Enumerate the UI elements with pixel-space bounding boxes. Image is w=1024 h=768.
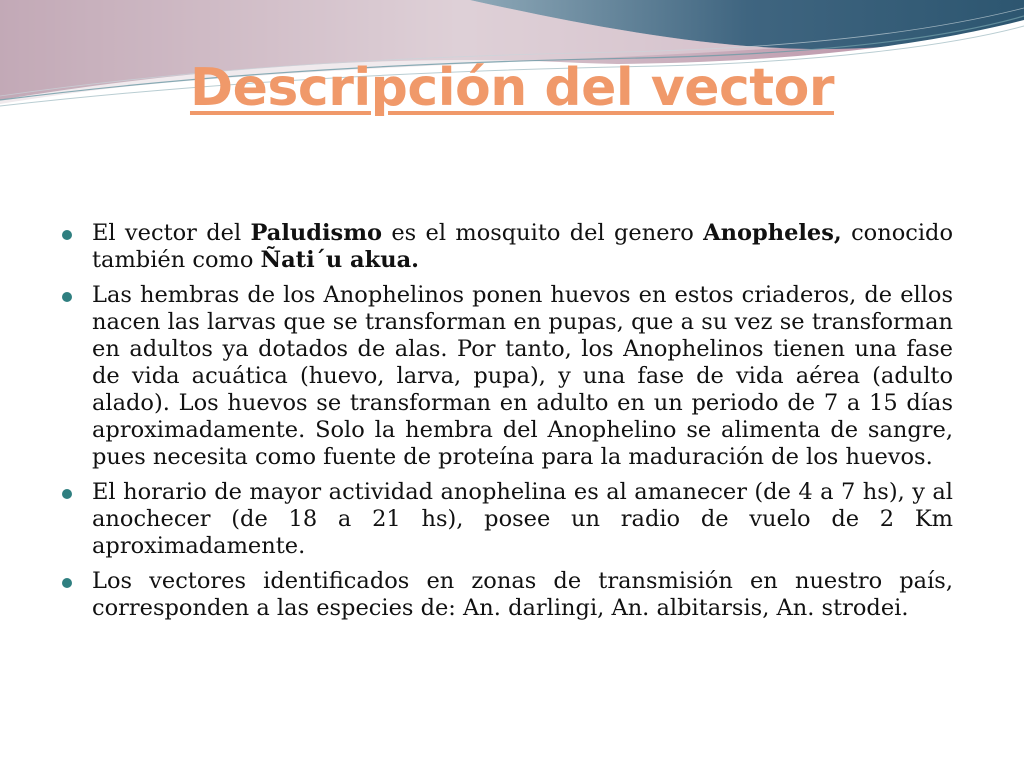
slide-title [0,52,1024,124]
bullet-text: Las hembras de los Anophelinos ponen huevos en estos criaderos, de ellos nacen las larvas que se transforman en pupas, que a su vez se transforman en adultos ya dotados de alas. Por tanto, los Anophelinos tienen una fase de vida acuática (huevo, larva, pupa), y una fase de vida aérea (adulto alado). Los huevos se transforman en adulto en un periodo de 7 a 15 días aproximadamente. Solo la hembra del Anophelino se alimenta de sangre, pues necesita como fuente de proteína para la maduración de los huevos. [92,282,953,470]
bullet-list [60,220,953,630]
bullet-item [60,479,953,560]
bullet-text: conocido también como [92,220,953,273]
bullet-item [60,220,953,274]
bullet-marker-icon [62,578,72,588]
bullet-item [60,282,953,471]
bullet-text: es el mosquito del genero [382,220,704,246]
bold-term: Paludismo [250,220,383,246]
bullet-marker-icon [62,230,72,240]
bold-term: Anopheles, [703,220,842,246]
bullet-marker-icon [62,489,72,499]
bullet-text: Los vectores identificados en zonas de transmisión en nuestro país, corresponden a las especies de: An. darlingi, An. albitarsis, An. strodei. [92,568,953,621]
slide-title-text: Descripción del vector [189,58,835,118]
bullet-text: El horario de mayor actividad anophelina es al amanecer (de 4 a 7 hs), y al anochecer (de 18 a 21 hs), posee un radio de vuelo de 2 Km aproximadamente. [92,479,953,559]
bullet-item [60,568,953,622]
bullet-text: El vector del [92,220,251,246]
bold-term: Ñati´u akua. [260,247,419,273]
bullet-marker-icon [62,292,72,302]
